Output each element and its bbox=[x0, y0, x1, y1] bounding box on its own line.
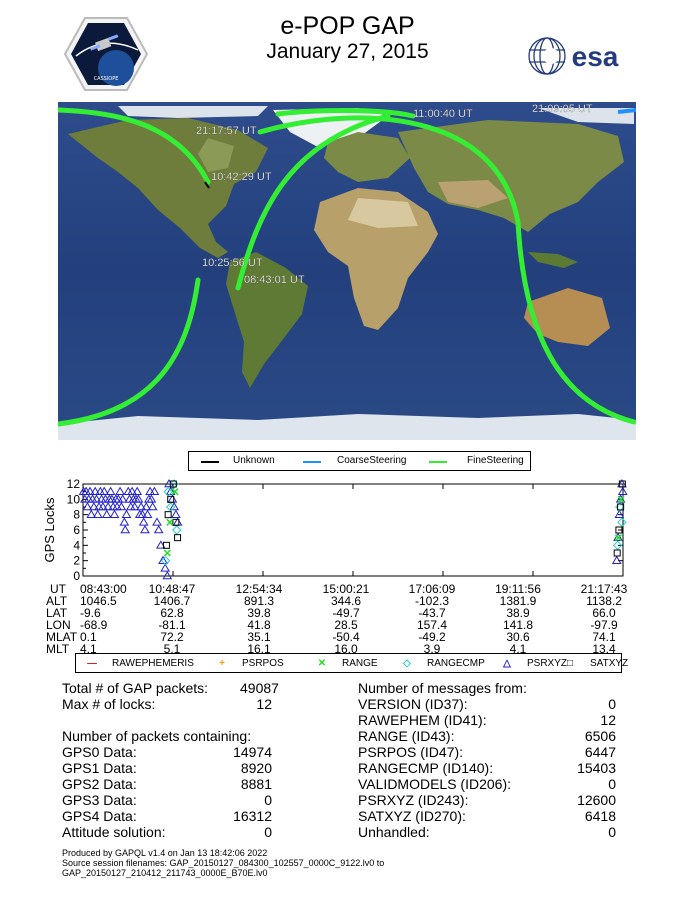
orbit-table-cell: 21:17:43 bbox=[580, 582, 628, 596]
map-time-label: 21:17:57 UT bbox=[196, 125, 257, 137]
legend-line-coarse bbox=[303, 461, 321, 463]
orbit-table-cell: 4.1 bbox=[509, 642, 527, 656]
packet-legend bbox=[75, 653, 629, 673]
gps-locks-chart bbox=[40, 478, 690, 598]
map-time-label: 10:25:56 UT bbox=[202, 257, 263, 269]
legend-label-unknown: Unknown bbox=[233, 455, 275, 466]
orbit-table-cell: -102.3 bbox=[414, 594, 450, 608]
map-time-label: 10:42:29 UT bbox=[211, 171, 272, 183]
legend-label-fine: FineSteering bbox=[467, 455, 524, 466]
message-count-label: VERSION (ID37): bbox=[358, 696, 468, 712]
message-count-value: 6506 bbox=[584, 728, 616, 744]
containing-heading: Number of packets containing: bbox=[62, 728, 252, 744]
orbit-table-cell: 16.0 bbox=[334, 642, 358, 656]
gps-data-value: 0 bbox=[264, 824, 272, 840]
orbit-table-row-label: LAT bbox=[46, 606, 68, 620]
legend-label-psrpos: PSRPOS bbox=[242, 658, 284, 669]
map-time-label: 11:00:40 UT bbox=[413, 108, 473, 120]
message-count-label: VALIDMODELS (ID206): bbox=[358, 776, 512, 792]
orbit-table-cell: 62.8 bbox=[160, 606, 184, 620]
map-time-label: 21:09:05 UT bbox=[532, 103, 593, 115]
legend-label-rawephemeris: RAWEPHEMERIS bbox=[112, 658, 194, 669]
gps-data-label: GPS2 Data: bbox=[62, 776, 137, 792]
orbit-table-cell: 39.8 bbox=[247, 606, 271, 620]
y-axis-label: GPS Locks bbox=[42, 497, 57, 563]
page-title: e-POP GAP bbox=[280, 12, 415, 40]
legend-label-rangecmp: RANGECMP bbox=[427, 658, 485, 669]
legend-line-unknown bbox=[201, 461, 219, 463]
orbit-table-cell: 74.1 bbox=[592, 630, 616, 644]
orbit-table-row-label: MLAT bbox=[46, 630, 78, 644]
orbit-table-cell: 17:06:09 bbox=[408, 582, 456, 596]
max-locks-value: 12 bbox=[256, 696, 272, 712]
orbit-table-cell: -81.1 bbox=[158, 618, 186, 632]
orbit-table-cell: -43.7 bbox=[418, 606, 446, 620]
y-tick-label: 12 bbox=[66, 478, 80, 491]
esa-logo-text: esa bbox=[571, 41, 619, 72]
plot-area bbox=[83, 484, 623, 576]
legend-symbol-psrpos: + bbox=[219, 658, 225, 669]
y-tick-label: 2 bbox=[73, 553, 80, 568]
message-count-label: RANGECMP (ID140): bbox=[358, 760, 494, 776]
gps-data-label: GPS4 Data: bbox=[62, 808, 137, 824]
orbit-table-cell: 15:00:21 bbox=[322, 582, 370, 596]
orbit-table-cell: -97.9 bbox=[590, 618, 618, 632]
orbit-table-row-label: LON bbox=[46, 618, 71, 632]
footer-source-files: Source session filenames: GAP_20150127_084300_102557_0000C_9122.lv0 to bbox=[62, 858, 385, 868]
message-count-label: Unhandled: bbox=[358, 824, 430, 840]
legend-label-psrxyz: PSRXYZ bbox=[527, 658, 568, 669]
arctic-ice bbox=[118, 106, 268, 118]
gps-data-value: 14974 bbox=[233, 744, 272, 760]
legend-line-fine bbox=[429, 461, 447, 463]
orbit-table-cell: 08:43:00 bbox=[80, 582, 127, 596]
orbit-table-cell: 38.9 bbox=[506, 606, 530, 620]
messages-heading: Number of messages from: bbox=[358, 680, 527, 696]
orbit-table-cell: 30.6 bbox=[506, 630, 530, 644]
message-count-value: 6418 bbox=[584, 808, 616, 824]
orbit-table-cell: 3.9 bbox=[423, 642, 441, 656]
legend-symbol-satxyz: □ bbox=[566, 658, 574, 669]
message-count-value: 12600 bbox=[577, 792, 616, 808]
legend-symbol-range: ✕ bbox=[317, 658, 327, 669]
message-count-label: PSRPOS (ID47): bbox=[358, 744, 464, 760]
orbit-table-cell: 72.2 bbox=[160, 630, 184, 644]
page-date: January 27, 2015 bbox=[266, 40, 429, 63]
legend-symbol-psrxyz: △ bbox=[503, 658, 511, 669]
total-packets-value: 49087 bbox=[240, 680, 279, 696]
orbit-table-cell: 66.0 bbox=[592, 606, 616, 620]
gps-data-label: GPS1 Data: bbox=[62, 760, 137, 776]
total-packets-label: Total # of GAP packets: bbox=[62, 680, 209, 696]
antarctica bbox=[58, 414, 636, 440]
max-locks-label: Max # of locks: bbox=[62, 696, 156, 712]
orbit-table-cell: 1381.9 bbox=[499, 594, 537, 608]
map-legend bbox=[188, 451, 531, 471]
legend-label-satxyz: SATXYZ bbox=[590, 658, 629, 669]
gps-data-value: 0 bbox=[264, 792, 272, 808]
orbit-table-cell: 1406.7 bbox=[153, 594, 191, 608]
footer-produced-by: Produced by GAPQL v1.4 on Jan 13 18:42:06 2022 bbox=[62, 848, 268, 858]
orbit-table-cell: 891.3 bbox=[243, 594, 275, 608]
orbit-table-cell: -49.7 bbox=[332, 606, 360, 620]
orbit-table-cell: 16.1 bbox=[247, 642, 271, 656]
gps-data-value: 16312 bbox=[233, 808, 272, 824]
orbit-table-cell: 157.4 bbox=[416, 618, 448, 632]
orbit-table-row-label: ALT bbox=[46, 594, 68, 608]
orbit-table-cell: 5.1 bbox=[163, 642, 181, 656]
orbit-table-cell: 19:11:56 bbox=[495, 582, 541, 596]
orbit-table-cell: 1138.2 bbox=[586, 594, 622, 608]
orbit-table-row-label: UT bbox=[50, 582, 66, 596]
orbit-table-cell: -9.6 bbox=[80, 606, 101, 620]
mission-logo bbox=[64, 16, 148, 92]
legend-label-range: RANGE bbox=[342, 658, 378, 669]
esa-logo bbox=[527, 36, 637, 76]
message-count-value: 0 bbox=[608, 824, 616, 840]
legend-symbol-rawephemeris: — bbox=[87, 658, 97, 669]
message-count-value: 6447 bbox=[584, 744, 616, 760]
message-count-label: SATXYZ (ID270): bbox=[358, 808, 466, 824]
y-tick-label: 4 bbox=[73, 538, 80, 553]
orbit-table-cell: -49.2 bbox=[418, 630, 446, 644]
footer bbox=[62, 848, 384, 878]
orbit-table-cell: 0.1 bbox=[80, 630, 97, 644]
message-count-value: 12 bbox=[600, 712, 616, 728]
orbit-table-cell: -68.9 bbox=[80, 618, 108, 632]
gps-data-label: GPS3 Data: bbox=[62, 792, 137, 808]
orbit-table-cell: -50.4 bbox=[332, 630, 360, 644]
legend-label-coarse: CoarseSteering bbox=[337, 455, 407, 466]
orbit-table-cell: 10:48:47 bbox=[148, 582, 196, 596]
orbit-table-cell: 141.8 bbox=[502, 618, 534, 632]
y-tick-label: 8 bbox=[73, 507, 80, 522]
orbit-table-cell: 35.1 bbox=[247, 630, 271, 644]
orbit-table-row-label: MLT bbox=[46, 642, 70, 656]
message-count-label: PSRXYZ (ID243): bbox=[358, 792, 469, 808]
orbit-table-cell: 344.6 bbox=[330, 594, 362, 608]
legend-symbol-rangecmp: ◇ bbox=[403, 658, 411, 669]
message-count-value: 0 bbox=[608, 696, 616, 712]
world-map bbox=[58, 102, 636, 440]
y-tick-label: 10 bbox=[66, 492, 80, 507]
orbit-table-cell: 41.8 bbox=[247, 618, 271, 632]
message-count-value: 0 bbox=[608, 776, 616, 792]
map-time-label: 08:43:01 UT bbox=[244, 274, 305, 286]
gps-data-label: GPS0 Data: bbox=[62, 744, 137, 760]
gps-data-value: 8920 bbox=[240, 760, 272, 776]
gps-data-label: Attitude solution: bbox=[62, 824, 166, 840]
orbit-table-cell: 12:54:34 bbox=[235, 582, 283, 596]
y-tick-label: 6 bbox=[73, 523, 80, 537]
orbit-table-cell: 28.5 bbox=[334, 618, 358, 632]
message-count-label: RAWEPHEM (ID41): bbox=[358, 712, 487, 728]
footer-source-files-cont: GAP_20150127_210412_211743_0000E_B70E.lv0 bbox=[62, 868, 268, 878]
orbit-track-coarse bbox=[618, 110, 636, 112]
message-count-value: 15403 bbox=[577, 760, 616, 776]
message-count-label: RANGE (ID43): bbox=[358, 728, 455, 744]
orbit-table-cell: 4.1 bbox=[80, 642, 97, 656]
gps-data-value: 8881 bbox=[240, 776, 272, 792]
orbit-table-cell: 1046.5 bbox=[80, 594, 117, 608]
orbit-table-cell: 13.4 bbox=[592, 642, 616, 656]
y-tick-label: 0 bbox=[73, 569, 80, 583]
svg-text:CASSIOPE: CASSIOPE bbox=[93, 76, 119, 82]
